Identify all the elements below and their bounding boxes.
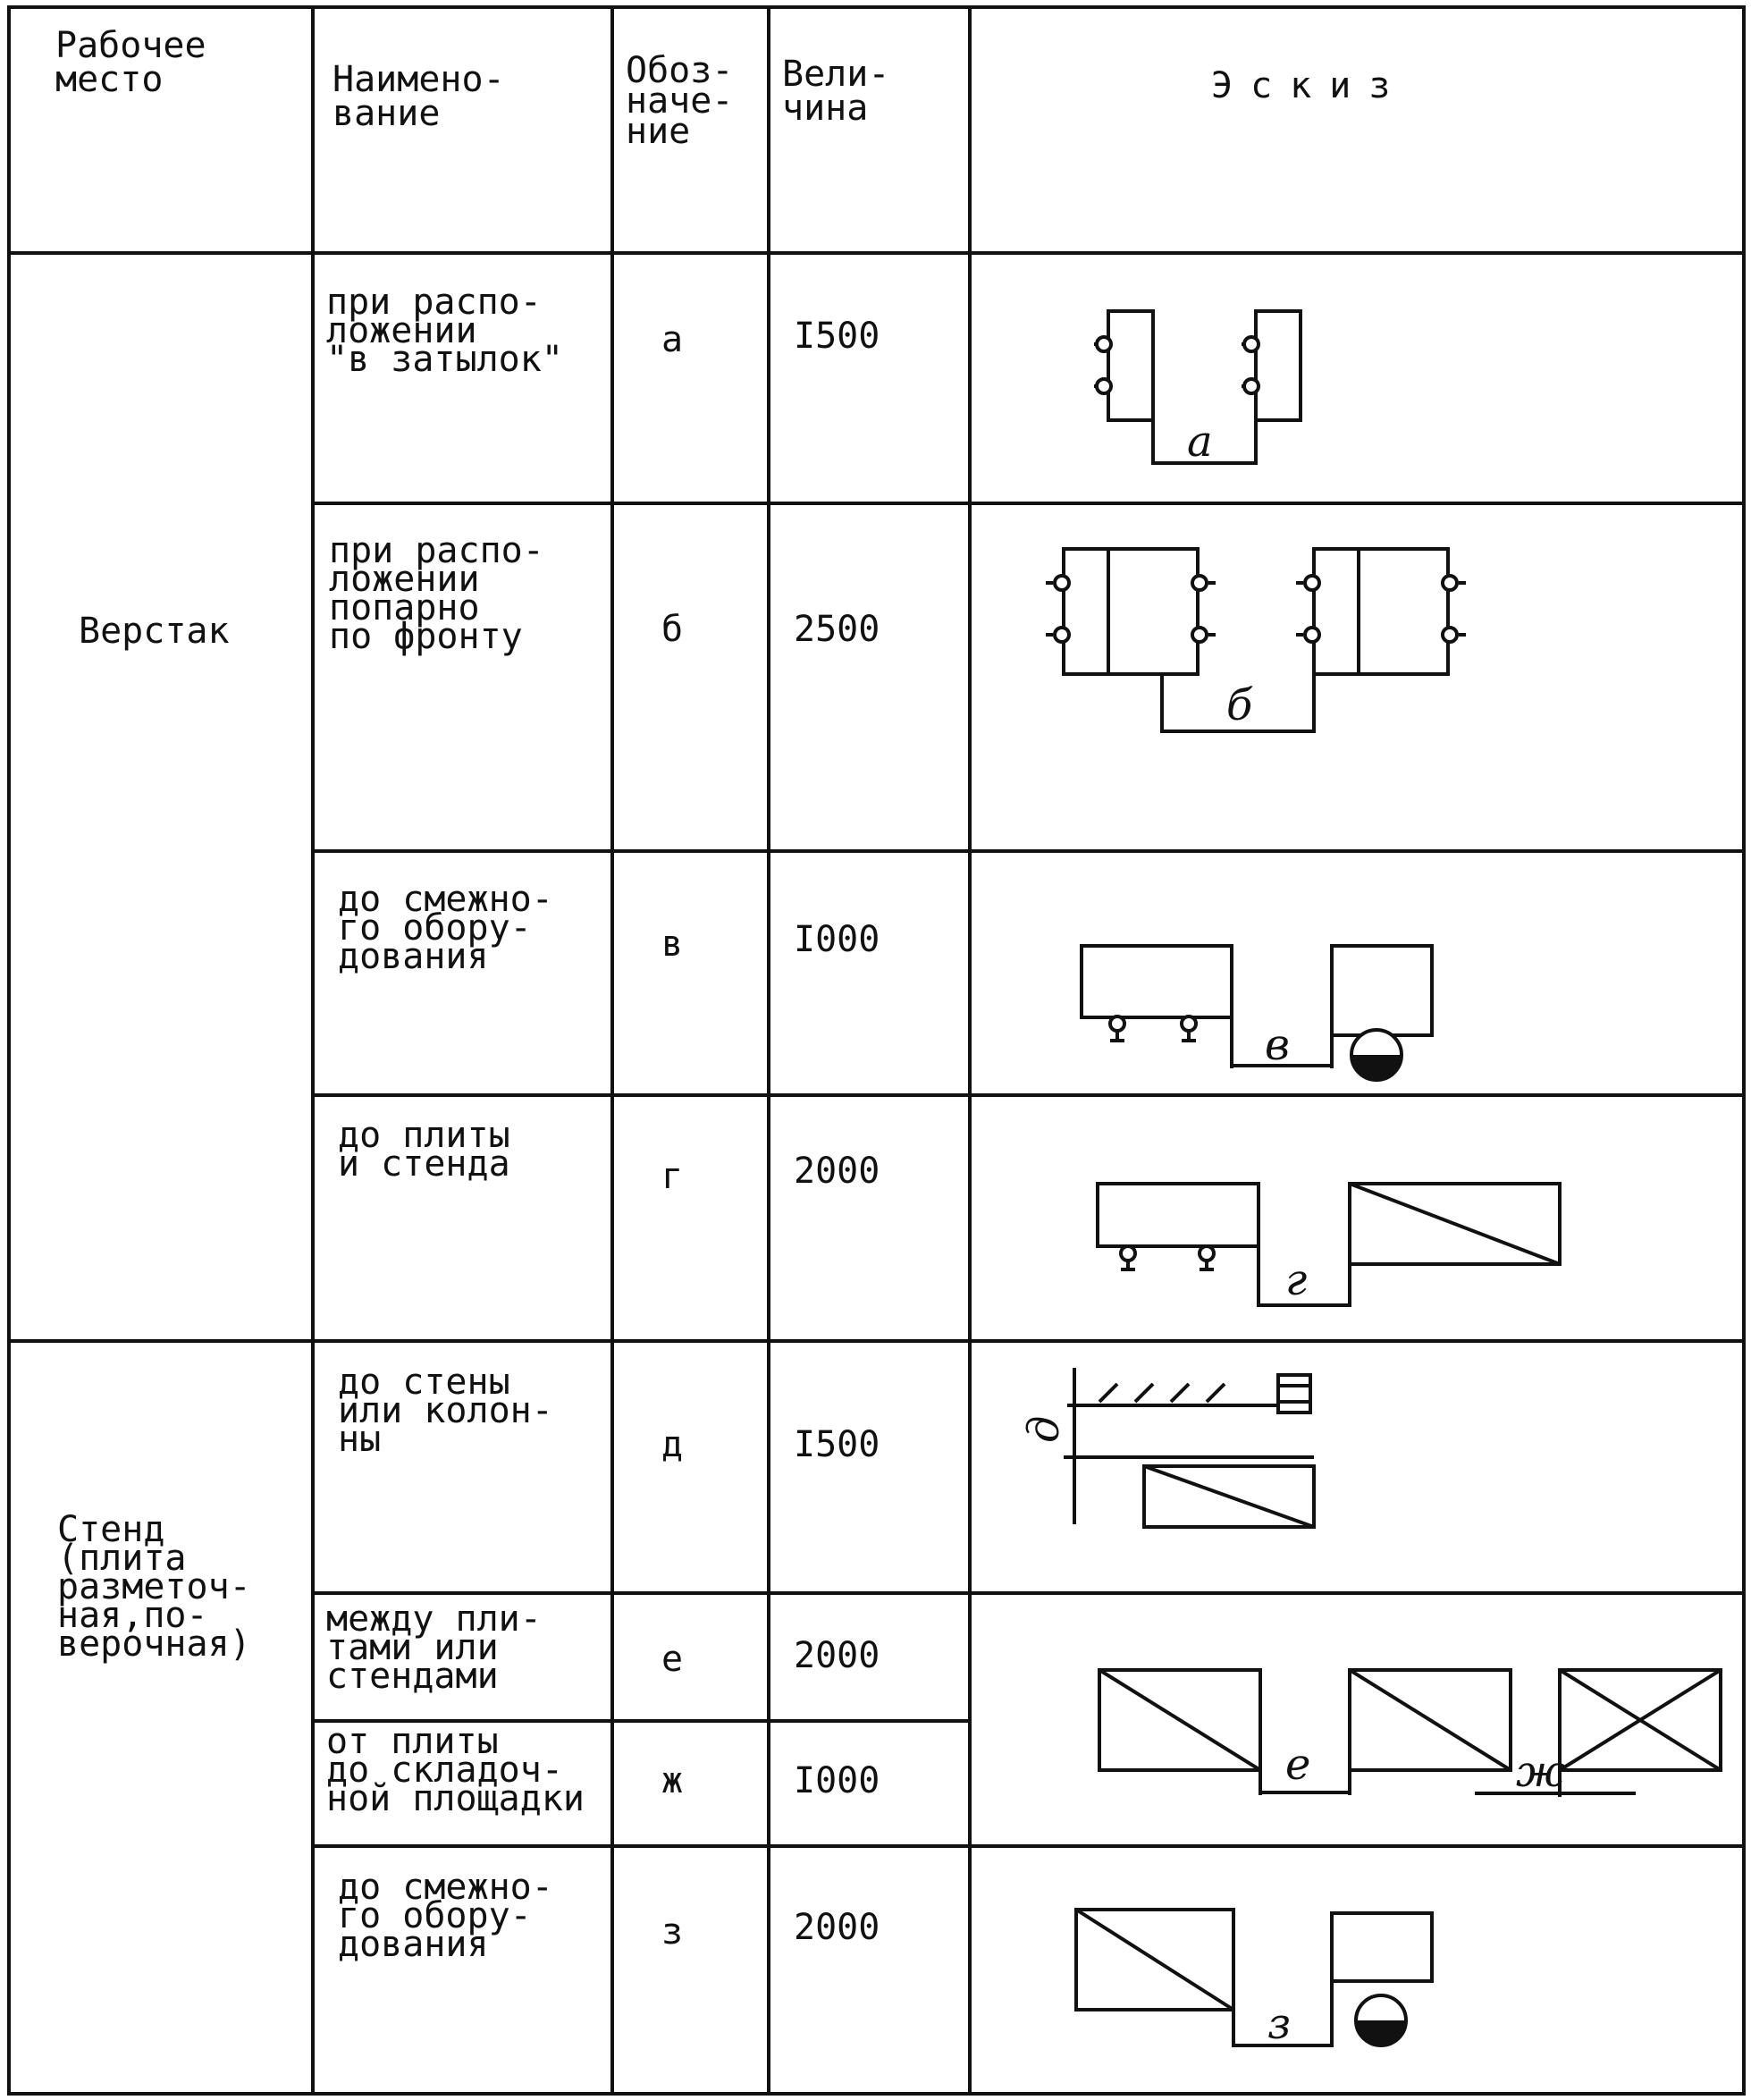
- group-label-stand: Стенд (плита разметоч- ная,по- верочная): [57, 1509, 251, 1665]
- row-symbol: з: [661, 1911, 684, 1952]
- sketch-label: в: [1265, 1020, 1290, 1070]
- sketch-label: е: [1285, 1740, 1311, 1790]
- sketch-label: з: [1267, 1999, 1292, 2049]
- row-name: до стены или колон- ны: [338, 1362, 553, 1460]
- sketch-a: [1055, 286, 1341, 483]
- row-name: до плиты и стенда: [338, 1115, 510, 1185]
- row-value: I500: [794, 316, 880, 357]
- header-sketch: Эскиз: [1211, 65, 1409, 106]
- row-value: I000: [794, 919, 880, 960]
- sketch-g: [1082, 1171, 1582, 1323]
- row-symbol: е: [661, 1639, 684, 1680]
- row-name: до смежно- го обору- дования: [338, 879, 553, 977]
- row-symbol: б: [661, 609, 684, 650]
- row-value: I500: [794, 1424, 880, 1465]
- row-symbol: г: [661, 1156, 684, 1197]
- sketch-v: [1064, 930, 1457, 1100]
- row-name: от плиты до складоч- ной площадки: [326, 1721, 585, 1819]
- sketch-e-zh: [1082, 1645, 1725, 1815]
- row-symbol: ж: [661, 1760, 684, 1801]
- row-value: 2500: [794, 609, 880, 650]
- sketch-d: [1010, 1350, 1341, 1538]
- sketch-label: г: [1285, 1255, 1308, 1305]
- group-label-workbench: Верстак: [79, 611, 230, 652]
- row-value: 2000: [794, 1151, 880, 1192]
- header-value: Вели- чина: [782, 54, 890, 129]
- row-symbol: в: [661, 923, 684, 965]
- row-value: 2000: [794, 1635, 880, 1676]
- row-name: между пли- тами или стендами: [326, 1598, 542, 1697]
- sketch-label: ж: [1516, 1747, 1565, 1797]
- header-name: Наимено- вание: [333, 59, 505, 134]
- sketch-b: [1028, 536, 1475, 751]
- sketch-label: б: [1226, 680, 1253, 730]
- row-value: 2000: [794, 1907, 880, 1948]
- sketch-label: д: [1019, 1415, 1069, 1443]
- row-name: до смежно- го обору- дования: [338, 1867, 553, 1965]
- row-name: при распо- ложении попарно по фронту: [329, 530, 544, 657]
- row-symbol: а: [661, 319, 684, 360]
- row-value: I000: [794, 1760, 880, 1801]
- sketch-z: [1064, 1895, 1457, 2074]
- header-symbol: Обоз- наче- ние: [626, 50, 734, 152]
- row-name: при распо- ложении "в затылок": [326, 282, 563, 380]
- sketch-label: а: [1187, 417, 1213, 467]
- header-workplace: Рабочее место: [55, 25, 206, 100]
- row-symbol: д: [661, 1424, 684, 1465]
